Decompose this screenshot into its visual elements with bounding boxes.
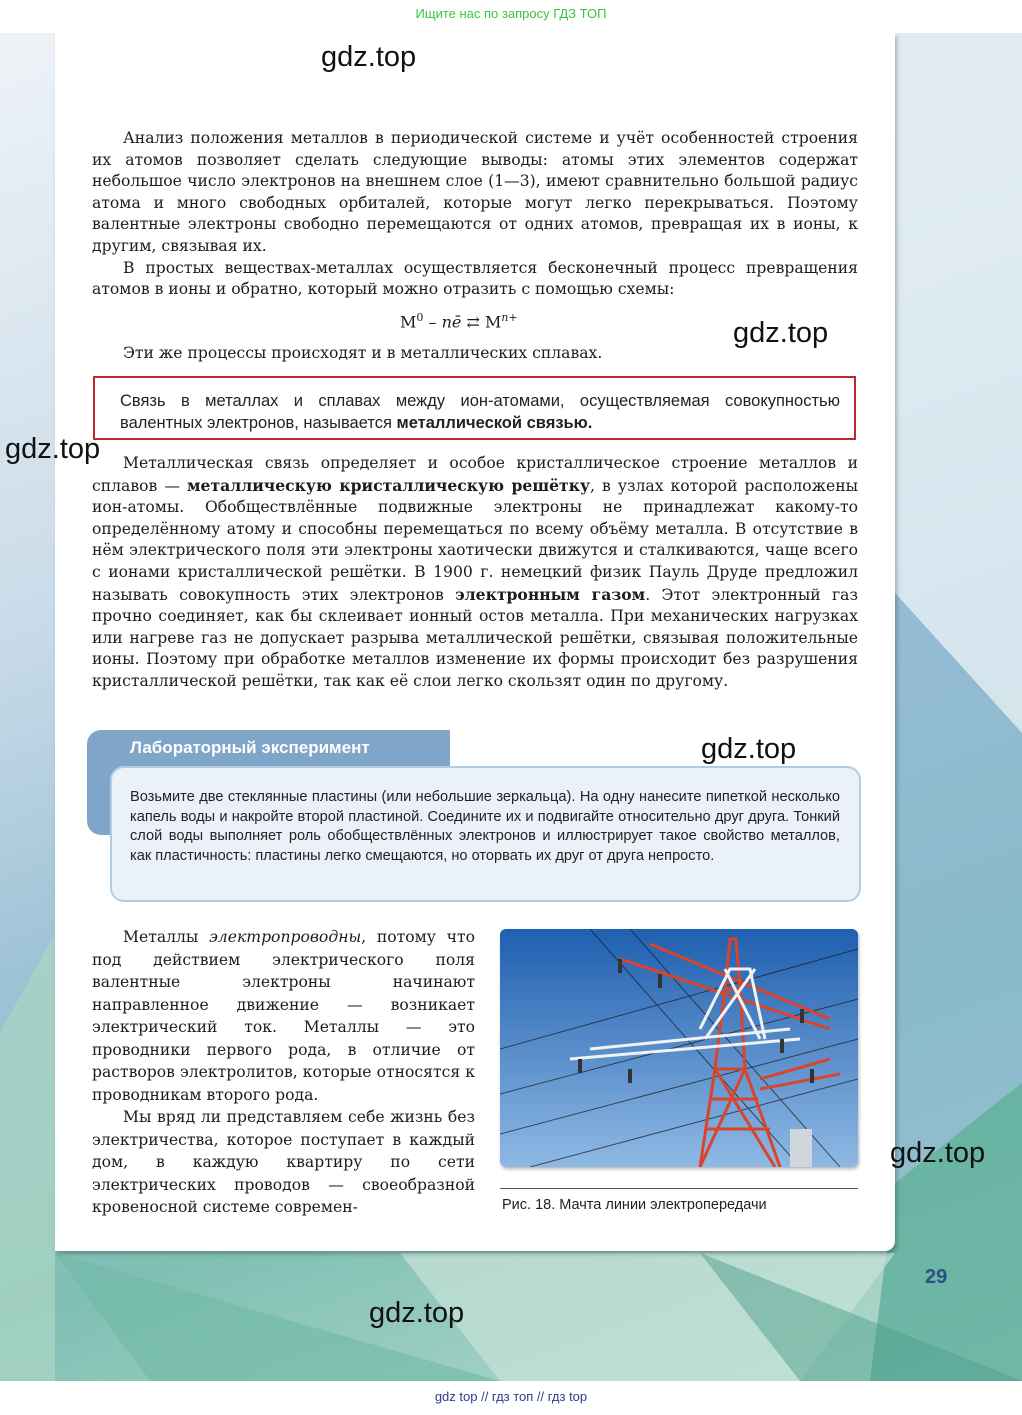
body-text-lattice <box>92 453 858 693</box>
watermark: gdz.top <box>890 1137 986 1169</box>
formula-sup-zero: 0 <box>416 311 424 324</box>
formula-arrow: ⇄ <box>466 312 480 332</box>
formula-sup-charge: n+ <box>501 311 518 324</box>
paragraph-lattice: Металлическая связь определяет и особое кристаллическое строение металлов и сплавов — металлическую кристаллическую решётку, в узлах которой расположены ион-атомы. Обобществлённые подвижные электроны не принадлежат какому-то определённому атому и способны перемещаться по всему объёму металла. В отсутствие в нём электрического поля эти электроны хаотически движутся и сталкиваются, чаще всего с ионами кристаллической решётки. В 1900 г. немецкий физик Пауль Друде предложил называть совокупность этих электронов электронным газом. Этот электронный газ прочно соединяет, как бы склеивает ионный остов металла. При механических нагрузках или нагреве газ не допускает разрыва металлической решётки, связывая положительные ионы. Поэтому при обработке металлов изменение их формы происходит без разрушения кристаллической решётки, так как её слои легко скользят один по другому. <box>92 454 858 690</box>
formula-electrons: nē <box>441 312 462 332</box>
formula-ion: M <box>484 312 502 332</box>
term-electroconductive: электропроводны <box>209 928 362 946</box>
formula-metal: M <box>400 312 417 332</box>
definition-text: Связь в металлах и сплавах между ион-атомами, осуществляемая совокупностью валентных электронов, называется металлической связью. <box>120 392 840 432</box>
paragraph-process: В простых веществах-металлах осуществляется бесконечный процесс превращения атомов в ионы и обратно, который можно отразить с помощью схемы: <box>92 258 858 299</box>
page-number: 29 <box>925 1266 948 1288</box>
body-text-intro <box>92 128 858 301</box>
footer-links[interactable]: gdz top // гдз топ // гдз top <box>434 1389 588 1404</box>
paragraph-analysis: Анализ положения металлов в периодической системе и учёт особенностей строения их атомов позволяет сделать следующие выводы: атомы этих элементов содержат небольшое число электронов на внешнем слое (1—3), имеют сравнительно большой радиус атома и много свободных орбиталей, которые могут легко перекрываться. Поэтому валентные электроны свободно перемещаются от одних атомов, превращая их в ионы, к другим, связывая их. <box>92 129 858 255</box>
definition-term: металлической связью. <box>396 414 593 432</box>
power-line-tower-photo <box>500 929 858 1167</box>
watermark: gdz.top <box>369 1297 465 1329</box>
paragraph-conductivity: Металлы электропроводны, потому что под действием электрического поля валентные электроны начинают направленное движение — возникает электрический ток. Металлы — это проводники первого рода, в отличие от растворов электролитов, которые относятся к проводникам второго рода. <box>92 928 475 1104</box>
watermark: gdz.top <box>733 317 829 349</box>
watermark: gdz.top <box>5 433 101 465</box>
watermark: gdz.top <box>321 41 417 73</box>
term-electron-gas: электронным газом <box>455 584 646 604</box>
lab-text: Возьмите две стеклянные пластины (или небольшие зеркальца). На одну нанесите пипеткой несколько капель воды и накройте второй пластиной. Соедините их и подвигайте относительно друг друга. Тонкий слой воды выполняет роль обобществлённых электронов и иллюстрирует такое свойство металлов, как пластичность: пластины легко смещаются, но оторвать их друг от друга непросто. <box>130 789 840 864</box>
paragraph-alloys: Эти же процессы происходят и в металлических сплавах. <box>123 344 603 362</box>
figure-caption: Рис. 18. Мачта линии электропередачи <box>502 1197 767 1213</box>
lab-title: Лабораторный эксперимент <box>130 738 370 757</box>
caption-rule <box>500 1188 858 1189</box>
definition-box <box>93 376 856 440</box>
ionization-formula <box>400 311 518 331</box>
term-metallic-lattice: металлическую кристаллическую решётку <box>187 475 590 495</box>
top-search-banner[interactable]: Ищите нас по запросу ГДЗ ТОП <box>415 6 607 21</box>
paragraph-electricity: Мы вряд ли представляем себе жизнь без электричества, которое поступает в каждый дом, в каждую квартиру по сети электрических проводов — своеобразной кровеносной системе современ- <box>92 1108 475 1216</box>
formula-minus: – <box>428 312 437 332</box>
watermark: gdz.top <box>701 733 797 765</box>
body-text-conductivity <box>92 926 475 1219</box>
